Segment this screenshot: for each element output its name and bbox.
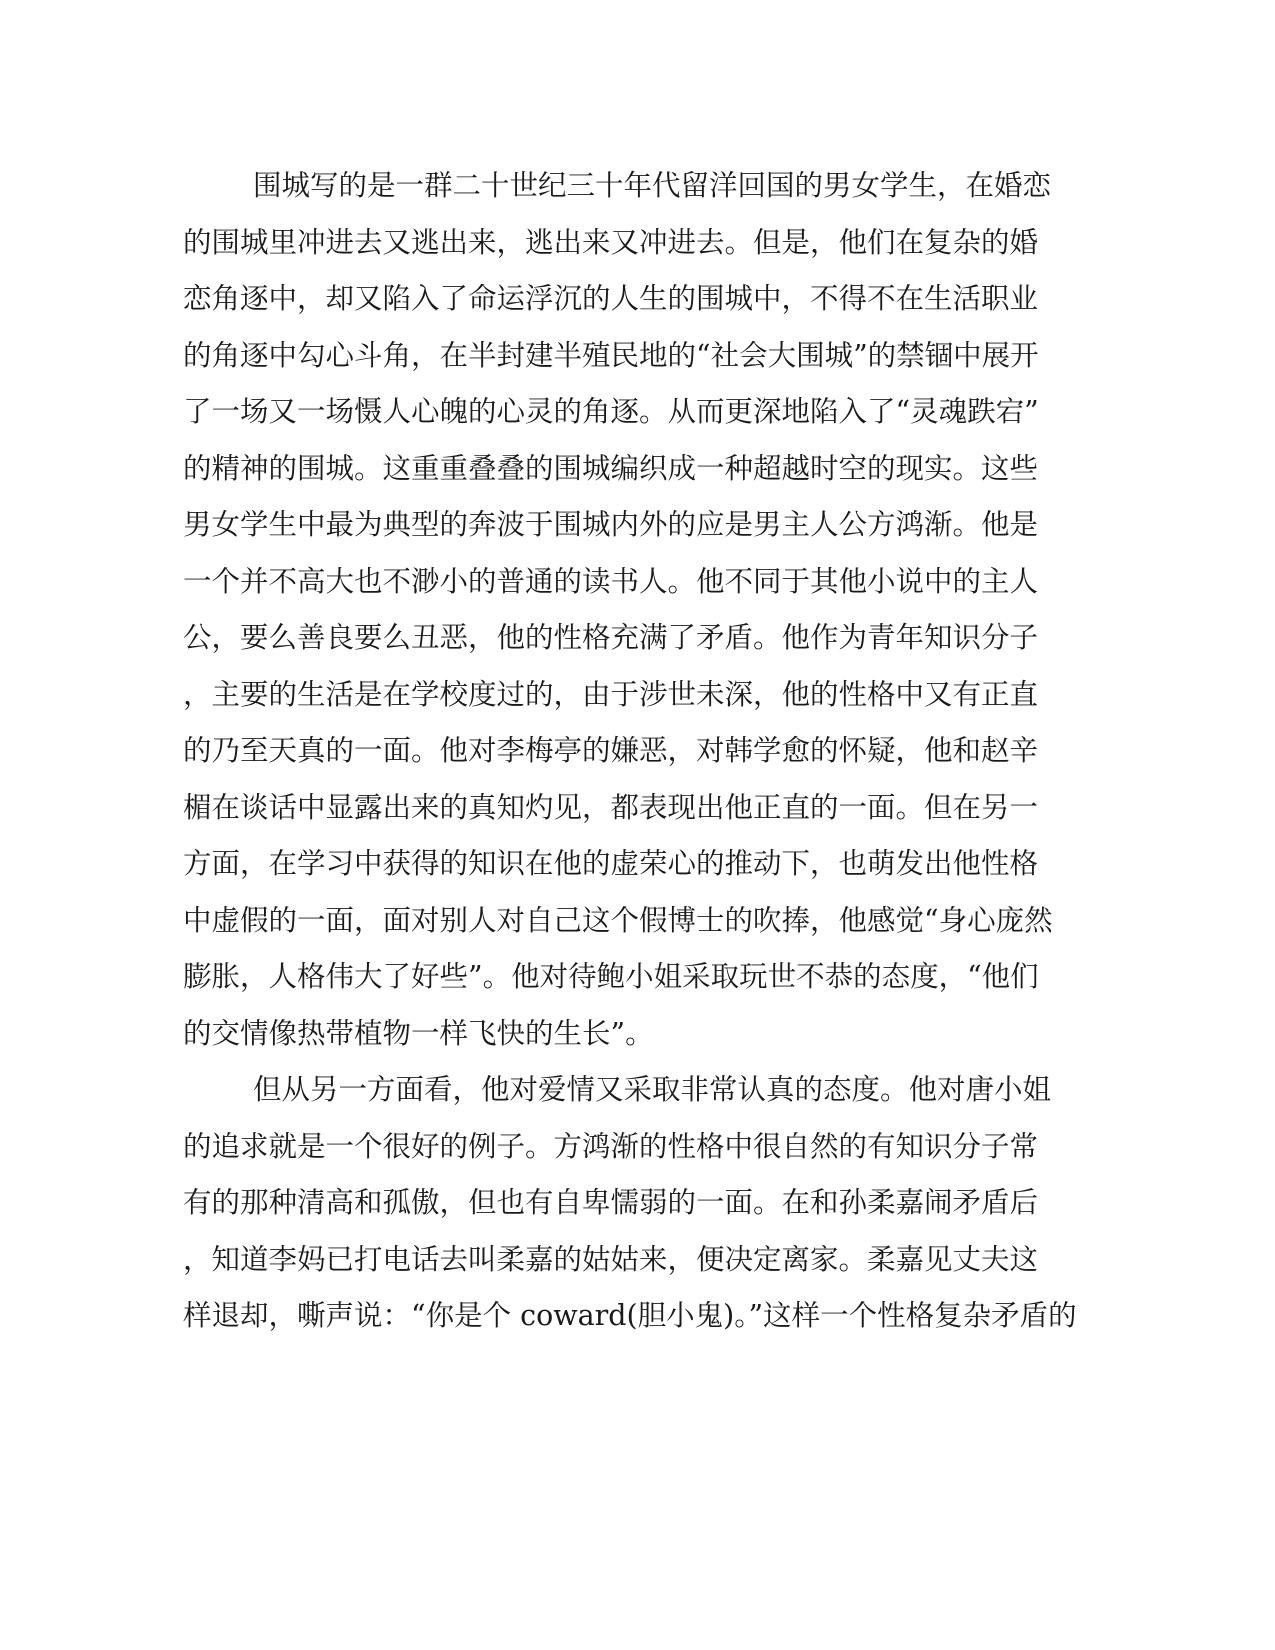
paragraph-1-line-9: 公，要么善良要么丑恶，他的性格充满了矛盾。他作为青年知识分子 (183, 621, 1039, 654)
paragraph-1-line-5: 了一场又一场慑人心魄的心灵的角逐。从而更深地陷入了“灵魂跌宕” (183, 395, 1039, 428)
essay-body (183, 158, 1077, 1345)
paragraph-1-line-8: 一个并不高大也不渺小的普通的读书人。他不同于其他小说中的主人 (183, 564, 1039, 598)
paragraph-1-line-12: 楣在谈话中显露出来的真知灼见，都表现出他正直的一面。但在另一 (183, 790, 1039, 824)
paragraph-1-line-16: 的交情像热带植物一样飞快的生长”。 (183, 1016, 654, 1050)
paragraph-1-line-2: 的围城里冲进去又逃出来，逃出来又冲进去。但是，他们在复杂的婚 (183, 225, 1039, 259)
paragraph-1-line-14: 中虚假的一面，面对别人对自己这个假博士的吹捧，他感觉“身心庞然 (183, 903, 1053, 937)
paragraph-1-line-11: 的乃至天真的一面。他对李梅亭的嫌恶，对韩学愈的怀疑，他和赵辛 (183, 734, 1039, 767)
paragraph-1-line-1: 围城写的是一群二十世纪三十年代留洋回国的男女学生，在婚恋 (253, 169, 1052, 202)
paragraph-2-line-5: 样退却，嘶声说：“你是个 coward(胆小鬼)。”这样一个性格复杂矛盾的 (183, 1299, 1077, 1332)
paragraph-1-line-3: 恋角逐中，却又陷入了命运浮沉的人生的围城中，不得不在生活职业 (183, 282, 1039, 315)
paragraph-1-line-6: 的精神的围城。这重重叠叠的围城编织成一种超越时空的现实。这些 (183, 451, 1039, 485)
paragraph-1-line-10: ，主要的生活是在学校度过的，由于涉世未深，他的性格中又有正直 (183, 677, 1039, 711)
paragraph-2-line-4: ，知道李妈已打电话去叫柔嘉的姑姑来，便决定离家。柔嘉见丈夫这 (183, 1242, 1039, 1276)
paragraph-2-line-2: 的追求就是一个很好的例子。方鸿渐的性格中很自然的有知识分子常 (183, 1129, 1039, 1163)
paragraph-1-line-7: 男女学生中最为典型的奔波于围城内外的应是男主人公方鸿渐。他是 (183, 508, 1039, 541)
paragraph-2-line-1: 但从另一方面看，他对爱情又采取非常认真的态度。他对唐小姐 (253, 1073, 1052, 1106)
paragraph-1-line-4: 的角逐中勾心斗角，在半封建半殖民地的“社会大围城”的禁锢中展开 (183, 338, 1039, 372)
paragraph-1-line-15: 膨胀，人格伟大了好些”。他对待鲍小姐采取玩世不恭的态度，“他们 (183, 960, 1039, 993)
paragraph-1-line-13: 方面，在学习中获得的知识在他的虚荣心的推动下，也萌发出他性格 (183, 847, 1039, 880)
paragraph-2-line-3: 有的那种清高和孤傲，但也有自卑懦弱的一面。在和孙柔嘉闹矛盾后 (183, 1186, 1039, 1219)
